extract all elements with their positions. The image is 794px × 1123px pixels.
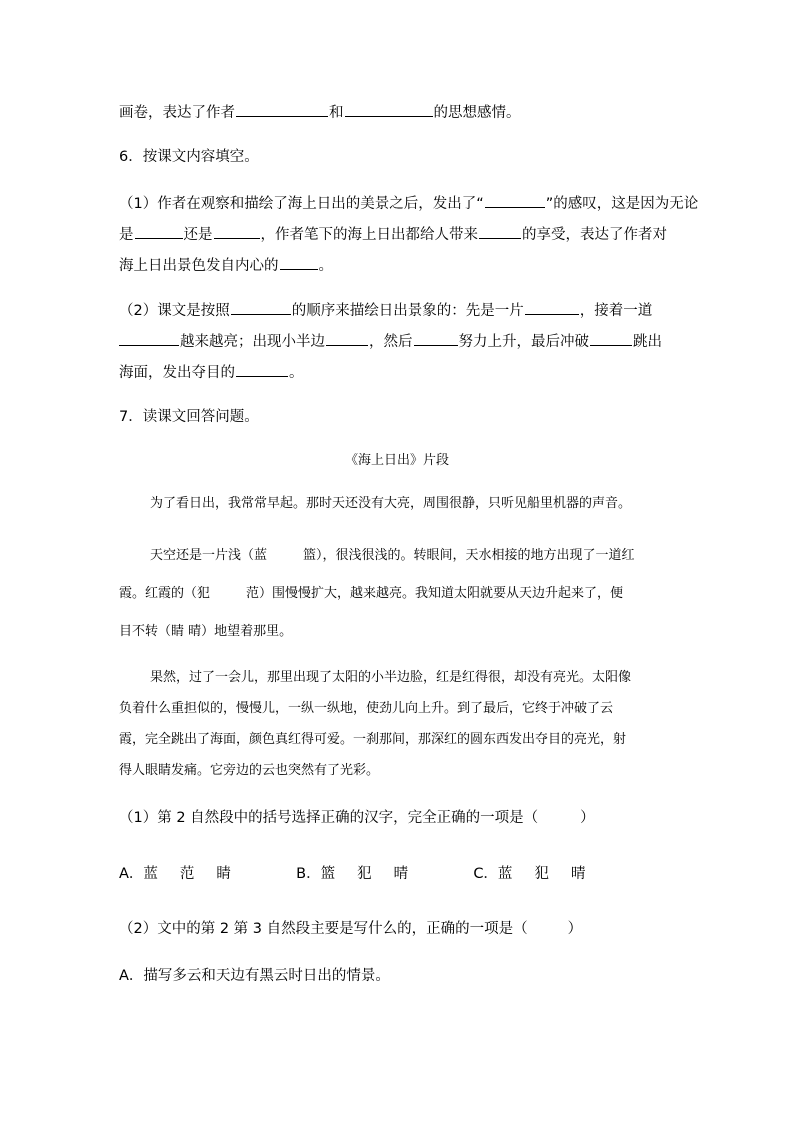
passage-para3-line3: 霞，完全跳出了海面，颜色真红得可爱。一刹那间，那深红的圆东西发出夺目的亮光，射 [119,732,627,747]
blank[interactable] [214,224,260,239]
blank[interactable] [236,362,288,377]
blank[interactable] [119,331,179,346]
passage-para2-line2: 霞。红霞的（犯 范）围慢慢扩大，越来越亮。我知道太阳就要从天边升起来了，便 [119,586,624,601]
passage-para3-line2: 负着什么重担似的，慢慢儿，一纵一纵地，使劲儿向上升。到了最后，它终于冲破了云 [119,701,614,716]
q7-sub2-option-a[interactable]: A．描写多云和天边有黑云时日出的情景。 [119,968,390,984]
blank[interactable] [280,255,318,270]
option-a[interactable]: A．蓝 范 睛 [119,866,231,882]
blank[interactable] [590,331,632,346]
option-c[interactable]: C．蓝 犯 晴 [473,866,586,882]
blank[interactable] [525,300,579,315]
passage-para2-line3: 目不转（睛 晴）地望着那里。 [119,624,293,639]
q6-p1-line1: （1）作者在观察和描绘了海上日出的美景之后，发出了“ ”的感叹，这是因为无论 [119,193,698,214]
blank[interactable] [326,331,368,346]
blank[interactable] [485,193,545,208]
blank[interactable] [414,331,458,346]
passage-para3-line4: 得人眼睛发痛。它旁边的云也突然有了光彩。 [119,763,380,778]
q7-heading: 7．读课文回答问题。 [119,409,259,425]
passage-title: 《海上日出》片段 [344,453,449,468]
q6-heading: 6．按课文内容填空。 [119,149,259,165]
q7-sub2-question: （2）文中的第 2 第 3 自然段主要是写什么的，正确的一项是（ ） [119,921,583,937]
passage-para2-line1: 天空还是一片浅（蓝 篮），很浅很浅的。转眼间，天水相接的地方出现了一道红 [150,548,635,563]
blank[interactable] [479,224,521,239]
blank[interactable] [135,224,183,239]
blank[interactable] [345,102,433,117]
option-b[interactable]: B．篮 犯 晴 [296,866,409,882]
passage-para3-line1: 果然，过了一会儿，那里出现了太阳的小半边脸，红是红得很，却没有亮光。太阳像 [150,670,632,685]
q6-p1-line2: 是 还是 ，作者笔下的海上日出都给人带来 的享受，表达了作者对 [119,224,667,245]
q6-p2-line2: 越来越亮；出现小半边 ，然后 努力上升，最后冲破 跳出 [119,331,662,352]
intro-fill-line: 画卷，表达了作者 和 的思想感情。 [119,102,521,123]
q6-p2-line3: 海面，发出夺目的 。 [119,362,304,383]
blank[interactable] [231,300,291,315]
passage-para1: 为了看日出，我常常早起。那时天还没有大亮，周围很静，只听见船里机器的声音。 [150,496,632,511]
q6-p2-line1: （2）课文是按照 的顺序来描绘日出景象的：先是一片 ，接着一道 [119,300,652,321]
q6-p1-line3: 海上日出景色发自内心的 。 [119,255,333,276]
blank[interactable] [236,102,328,117]
q7-sub1-question: （1）第 2 自然段中的括号选择正确的汉字，完全正确的一项是（ ） [119,810,595,826]
q7-sub1-options [119,864,585,884]
